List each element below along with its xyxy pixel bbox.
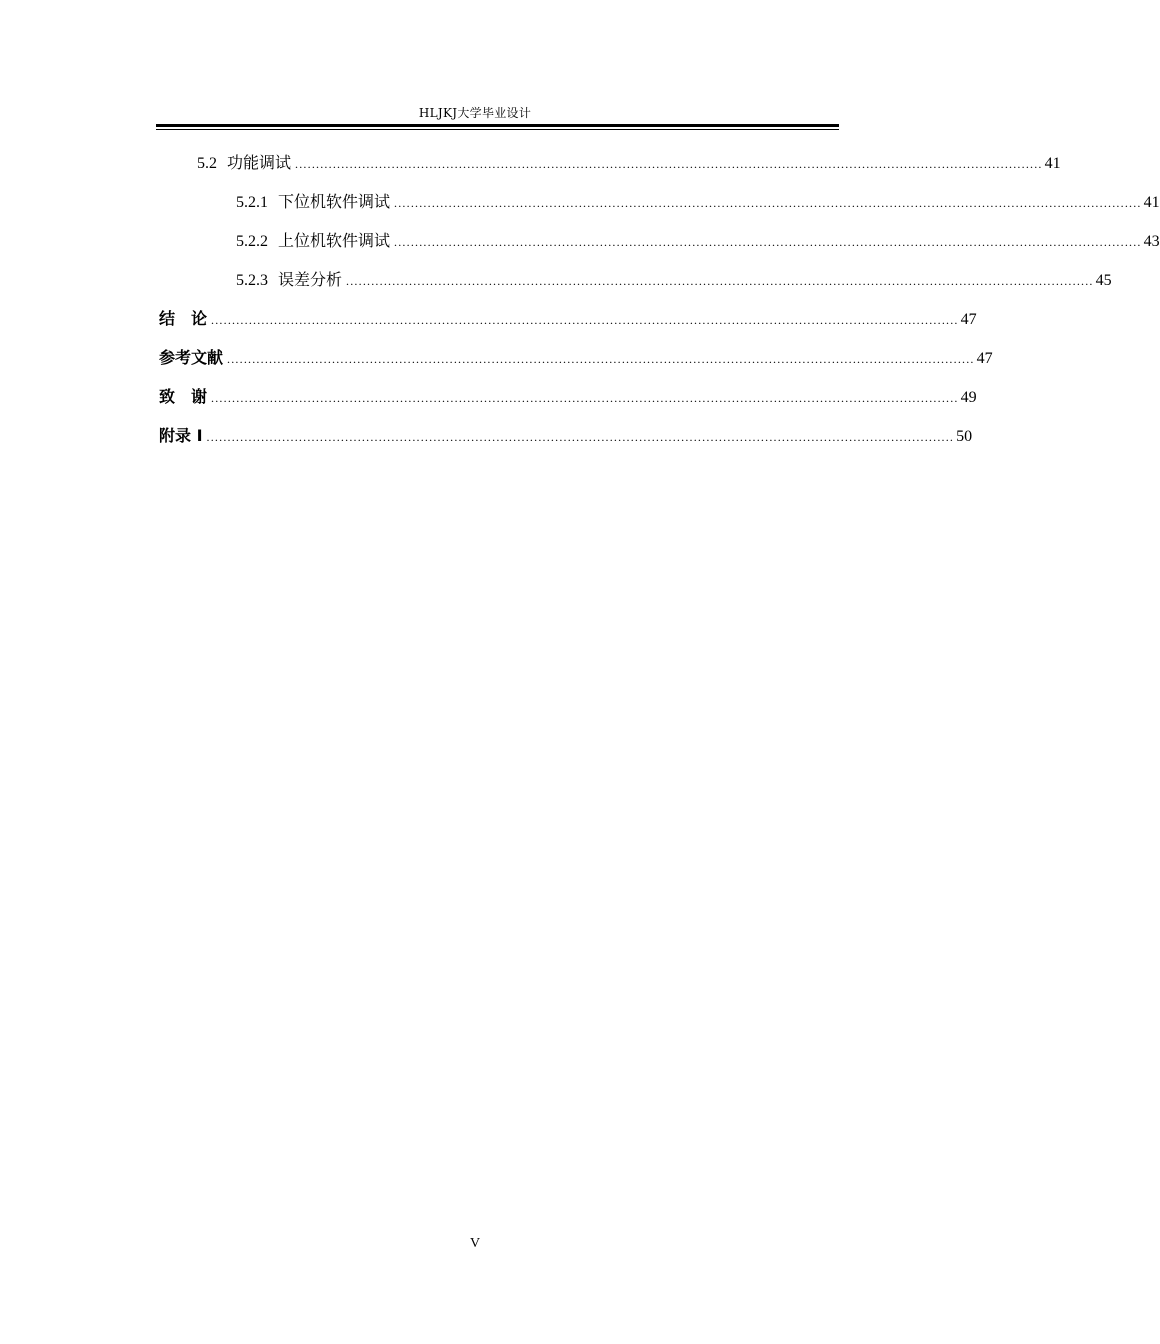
toc-page-number: 49 [960,389,977,406]
toc-label [236,190,390,215]
running-header-title: HLJKJ大学毕业设计 [418,106,532,120]
toc-entry[interactable] [236,190,1160,214]
toc-label [159,385,207,409]
toc-dot-leader: .................................................................................................................................................................................. [394,235,1142,249]
toc-page-number: 41 [1143,194,1160,211]
toc-dot-leader: .................................................................................................................................................................................. [394,196,1142,210]
header-rule-thick [156,124,839,127]
toc-dot-leader: .................................................................................................................................................................................. [227,352,975,366]
toc-label [159,424,203,448]
toc-section-number: 5.2 [197,155,217,172]
toc-dot-leader: .................................................................................................................................................................................. [211,313,959,327]
toc-page-number: 47 [960,311,977,328]
toc-section-number: 5.2.1 [236,194,268,211]
toc-label [159,346,223,370]
toc-title: 附录 I [159,426,203,445]
toc-section-number: 5.2.2 [236,233,268,250]
toc-section-number: 5.2.3 [236,272,268,289]
toc-title: 结 论 [159,309,208,328]
toc-title: 致 谢 [159,387,208,406]
toc-dot-leader: .................................................................................................................................................................................. [206,430,955,444]
toc-page-number: 47 [976,350,993,367]
toc-label [159,307,207,331]
toc-page-number: 45 [1095,272,1112,289]
toc-entry[interactable] [159,346,993,370]
toc-page-number: 41 [1044,155,1061,172]
toc-entry[interactable] [236,268,1112,292]
toc-page-number: 43 [1143,233,1160,250]
toc-label [236,268,342,293]
toc-title: 功能调试 [227,153,292,172]
toc-entry[interactable] [159,424,973,448]
toc-dot-leader: .................................................................................................................................................................................. [295,157,1043,171]
toc-dot-leader: .................................................................................................................................................................................. [211,391,959,405]
header-rule-thin [156,129,839,130]
toc-title: 误差分析 [278,270,343,289]
toc-label [197,151,291,176]
toc-label [236,229,390,254]
toc-title: 下位机软件调试 [278,192,391,211]
toc-dot-leader: .................................................................................................................................................................................. [346,274,1094,288]
toc-entry[interactable] [159,307,977,331]
toc-entry[interactable] [197,151,1061,175]
footer-page-number: V [469,1236,481,1251]
toc-page-number: 50 [956,428,973,445]
toc-entry[interactable] [236,229,1160,253]
toc-title: 参考文献 [159,348,224,367]
toc-entry[interactable] [159,385,977,409]
toc-title: 上位机软件调试 [278,231,391,250]
